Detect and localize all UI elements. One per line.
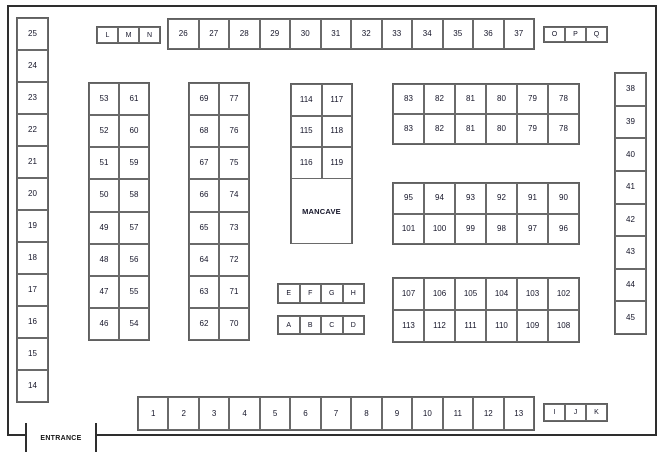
booth-cell-42: 42: [615, 204, 646, 237]
booth-cell-78: 78: [548, 114, 579, 144]
booth-cell-115: 115: [291, 116, 322, 148]
booth-cell-38: 38: [615, 73, 646, 106]
booth-cell-18: 18: [17, 242, 48, 274]
booth-cell-32: 32: [351, 19, 382, 49]
booth-cell-66: 66: [189, 179, 219, 211]
booth-cell-10: 10: [412, 397, 442, 430]
booth-cell-14: 14: [17, 370, 48, 402]
booth-cell-80: 80: [486, 114, 517, 144]
booth-cell-71: 71: [219, 276, 249, 308]
booth-cell-60: 60: [119, 115, 149, 147]
booth-cell-33: 33: [382, 19, 413, 49]
booth-cell-100: 100: [424, 214, 455, 245]
booth-cell-61: 61: [119, 83, 149, 115]
booth-block-114-119: [290, 83, 353, 180]
booth-cell-M: M: [118, 27, 139, 43]
booth-block-102-113: [392, 277, 580, 343]
booth-cell-4: 4: [229, 397, 259, 430]
booth-cell-36: 36: [473, 19, 504, 49]
booth-cell-63: 63: [189, 276, 219, 308]
booth-cell-76: 76: [219, 115, 249, 147]
booth-cell-92: 92: [486, 183, 517, 214]
wall-right: [655, 5, 657, 436]
booth-row-top: [167, 18, 535, 50]
booth-cell-74: 74: [219, 179, 249, 211]
booth-cell-108: 108: [548, 310, 579, 342]
booth-cell-11: 11: [443, 397, 473, 430]
booth-cell-Q: Q: [586, 27, 607, 42]
booth-row-bottom: [137, 396, 535, 431]
booth-cell-8: 8: [351, 397, 381, 430]
booth-cell-29: 29: [260, 19, 291, 49]
booth-cell-52: 52: [89, 115, 119, 147]
booth-cell-35: 35: [443, 19, 474, 49]
booth-cell-79: 79: [517, 114, 548, 144]
booth-cell-J: J: [565, 404, 586, 421]
booth-cell-112: 112: [424, 310, 455, 342]
booth-cell-94: 94: [424, 183, 455, 214]
booth-cell-80: 80: [486, 84, 517, 114]
booth-cell-75: 75: [219, 147, 249, 179]
booth-cell-98: 98: [486, 214, 517, 245]
booth-cell-17: 17: [17, 274, 48, 306]
booth-cell-59: 59: [119, 147, 149, 179]
booth-cell-106: 106: [424, 278, 455, 310]
booth-cell-G: G: [321, 284, 343, 303]
booth-cell-99: 99: [455, 214, 486, 245]
booth-cell-109: 109: [517, 310, 548, 342]
booth-cell-3: 3: [199, 397, 229, 430]
booth-cell-81: 81: [455, 84, 486, 114]
booth-cell-25: 25: [17, 18, 48, 50]
booth-cell-C: C: [321, 316, 343, 334]
booth-cell-114: 114: [291, 84, 322, 116]
booth-cell-53: 53: [89, 83, 119, 115]
booth-cell-117: 117: [322, 84, 353, 116]
booth-cell-30: 30: [290, 19, 321, 49]
booth-cell-O: O: [544, 27, 565, 42]
booth-cell-73: 73: [219, 212, 249, 244]
wall-bottom-main: [95, 434, 657, 436]
booth-cell-22: 22: [17, 114, 48, 146]
booth-block-78-83: [392, 83, 580, 145]
booth-cell-H: H: [343, 284, 365, 303]
booth-cell-41: 41: [615, 171, 646, 204]
booth-cell-83: 83: [393, 114, 424, 144]
booth-cell-62: 62: [189, 308, 219, 340]
booth-cell-A: A: [278, 316, 300, 334]
booth-column-right: [614, 72, 647, 335]
booth-cell-55: 55: [119, 276, 149, 308]
booth-cell-102: 102: [548, 278, 579, 310]
booth-cell-79: 79: [517, 84, 548, 114]
booth-cell-13: 13: [504, 397, 534, 430]
booth-cell-51: 51: [89, 147, 119, 179]
booth-cell-54: 54: [119, 308, 149, 340]
booth-cell-5: 5: [260, 397, 290, 430]
booth-cell-49: 49: [89, 212, 119, 244]
booth-cell-37: 37: [504, 19, 535, 49]
booth-cell-7: 7: [321, 397, 351, 430]
booth-cell-F: F: [300, 284, 322, 303]
booth-cell-19: 19: [17, 210, 48, 242]
booth-cell-40: 40: [615, 138, 646, 171]
mancave-area: [290, 178, 353, 244]
booth-cell-118: 118: [322, 116, 353, 148]
booth-cell-96: 96: [548, 214, 579, 245]
wall-left: [7, 5, 9, 436]
booth-cell-27: 27: [199, 19, 230, 49]
booth-cell-16: 16: [17, 306, 48, 338]
kiosk-opq: [543, 26, 608, 43]
booth-cell-50: 50: [89, 179, 119, 211]
wall-bottom-left-stub: [7, 434, 27, 436]
booth-cell-57: 57: [119, 212, 149, 244]
kiosk-abcd: [277, 315, 365, 335]
booth-column-left: [16, 17, 49, 403]
booth-block-90-101: [392, 182, 580, 245]
booth-cell-82: 82: [424, 114, 455, 144]
entrance-tick-left: [25, 423, 27, 452]
booth-cell-72: 72: [219, 244, 249, 276]
booth-cell-47: 47: [89, 276, 119, 308]
booth-cell-46: 46: [89, 308, 119, 340]
booth-cell-67: 67: [189, 147, 219, 179]
booth-cell-44: 44: [615, 269, 646, 302]
booth-cell-105: 105: [455, 278, 486, 310]
booth-cell-81: 81: [455, 114, 486, 144]
booth-cell-39: 39: [615, 106, 646, 139]
booth-cell-E: E: [278, 284, 300, 303]
booth-cell-91: 91: [517, 183, 548, 214]
booth-cell-107: 107: [393, 278, 424, 310]
booth-cell-21: 21: [17, 146, 48, 178]
wall-top: [7, 5, 657, 7]
booth-cell-B: B: [300, 316, 322, 334]
booth-cell-24: 24: [17, 50, 48, 82]
booth-cell-93: 93: [455, 183, 486, 214]
booth-cell-12: 12: [473, 397, 503, 430]
booth-cell-6: 6: [290, 397, 320, 430]
booth-cell-P: P: [565, 27, 586, 42]
mancave-label: MANCAVE: [291, 178, 352, 244]
kiosk-ijk: [543, 403, 608, 422]
booth-cell-95: 95: [393, 183, 424, 214]
booth-cell-82: 82: [424, 84, 455, 114]
booth-cell-31: 31: [321, 19, 352, 49]
booth-cell-101: 101: [393, 214, 424, 245]
booth-cell-1: 1: [138, 397, 168, 430]
booth-cell-K: K: [586, 404, 607, 421]
booth-cell-23: 23: [17, 82, 48, 114]
booth-cell-65: 65: [189, 212, 219, 244]
booth-cell-103: 103: [517, 278, 548, 310]
booth-cell-D: D: [343, 316, 365, 334]
booth-cell-113: 113: [393, 310, 424, 342]
booth-cell-90: 90: [548, 183, 579, 214]
booth-cell-83: 83: [393, 84, 424, 114]
booth-cell-34: 34: [412, 19, 443, 49]
booth-cell-104: 104: [486, 278, 517, 310]
booth-cell-45: 45: [615, 301, 646, 334]
entrance-label: ENTRANCE: [40, 435, 82, 442]
booth-cell-43: 43: [615, 236, 646, 269]
booth-cell-119: 119: [322, 147, 353, 179]
booth-cell-L: L: [97, 27, 118, 43]
booth-cell-I: I: [544, 404, 565, 421]
kiosk-lmn: [96, 26, 161, 44]
booth-cell-48: 48: [89, 244, 119, 276]
booth-cell-69: 69: [189, 83, 219, 115]
booth-cell-56: 56: [119, 244, 149, 276]
booth-cell-58: 58: [119, 179, 149, 211]
booth-cell-116: 116: [291, 147, 322, 179]
booth-block-46-61: [88, 82, 150, 341]
booth-cell-68: 68: [189, 115, 219, 147]
booth-cell-15: 15: [17, 338, 48, 370]
booth-cell-78: 78: [548, 84, 579, 114]
booth-block-62-77: [188, 82, 250, 341]
booth-cell-110: 110: [486, 310, 517, 342]
booth-cell-26: 26: [168, 19, 199, 49]
booth-cell-97: 97: [517, 214, 548, 245]
entrance-tick-right: [95, 423, 97, 452]
booth-cell-64: 64: [189, 244, 219, 276]
booth-cell-28: 28: [229, 19, 260, 49]
booth-cell-77: 77: [219, 83, 249, 115]
kiosk-efgh: [277, 283, 365, 304]
booth-cell-20: 20: [17, 178, 48, 210]
booth-cell-70: 70: [219, 308, 249, 340]
booth-cell-9: 9: [382, 397, 412, 430]
booth-cell-N: N: [139, 27, 160, 43]
booth-cell-2: 2: [168, 397, 198, 430]
booth-cell-111: 111: [455, 310, 486, 342]
